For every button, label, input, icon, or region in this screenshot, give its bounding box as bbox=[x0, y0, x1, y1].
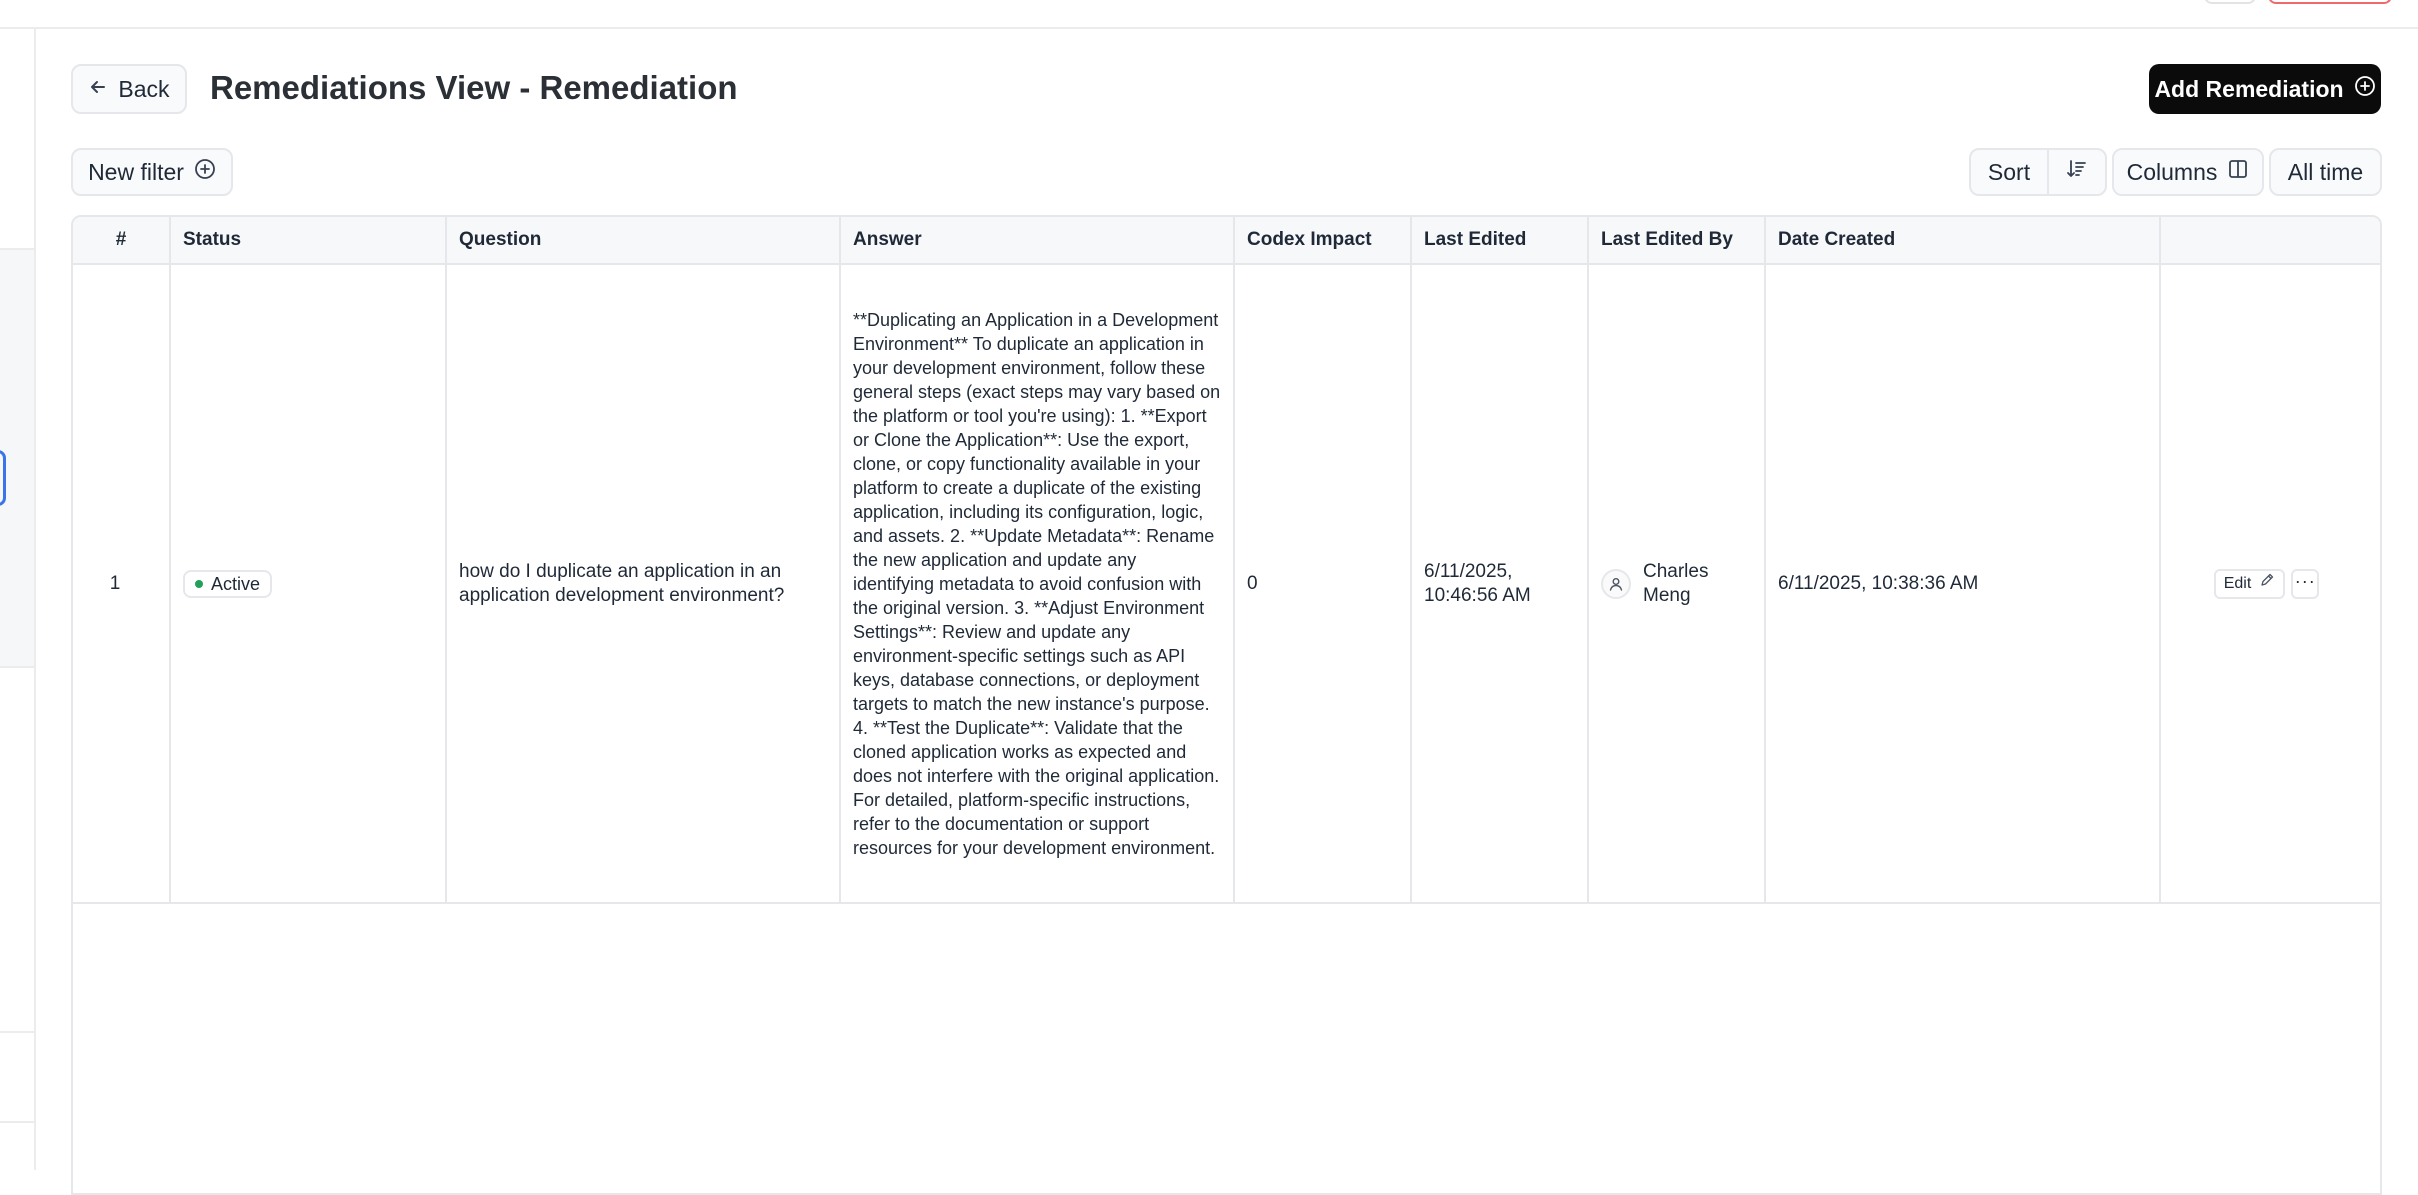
sort-button[interactable] bbox=[1971, 150, 2049, 194]
back-button[interactable] bbox=[71, 64, 187, 114]
time-range-label: All time bbox=[2287, 158, 2364, 185]
plus-circle-icon bbox=[194, 158, 216, 186]
sort-label: Sort bbox=[1987, 158, 2031, 185]
status-badge bbox=[183, 570, 272, 598]
column-header-actions bbox=[2161, 217, 2382, 263]
left-sidebar bbox=[0, 29, 36, 1170]
column-header-question[interactable]: Question bbox=[447, 217, 841, 263]
more-actions-button[interactable]: ··· bbox=[2291, 569, 2319, 599]
new-filter-button[interactable] bbox=[71, 148, 233, 196]
top-bar bbox=[0, 0, 2418, 29]
sort-control bbox=[1969, 148, 2107, 196]
answer-cell bbox=[841, 265, 1235, 902]
time-range-button[interactable] bbox=[2269, 148, 2382, 196]
user-name: Charles Meng bbox=[1643, 560, 1709, 606]
back-button-label: Back bbox=[118, 75, 170, 102]
table-header bbox=[73, 217, 2380, 265]
sidebar-divider bbox=[0, 1031, 34, 1033]
sidebar-divider bbox=[0, 1121, 34, 1123]
status-cell bbox=[171, 265, 447, 902]
arrow-left-icon bbox=[88, 76, 108, 103]
actions-cell bbox=[2161, 265, 2382, 902]
new-filter-label: New filter bbox=[88, 158, 184, 185]
status-dot-icon bbox=[195, 580, 203, 588]
edit-button[interactable] bbox=[2214, 569, 2286, 599]
question-cell: how do I duplicate an application in an application development environment? bbox=[447, 265, 841, 902]
add-remediation-label: Add Remediation bbox=[2154, 75, 2344, 102]
column-header-codex-impact[interactable]: Codex Impact bbox=[1235, 217, 1412, 263]
top-bar-danger-button[interactable] bbox=[2268, 0, 2392, 4]
answer-text: **Duplicating an Application in a Development Environment** To duplicate an application in your development environment, follow these general steps (exact steps may vary based on the platform or tool you're using): 1. **Export or Clone the Application**: Use the export, clone, or copy functionality available in your platform to create a duplicate of the existing application, including its configuration, logic, and assets. 2. **Update Metadata**: Rename the new application and update any identifying metadata to avoid confusion with the original version. 3. **Adjust Environment Settings**: Review and update any environment-specific settings such as API keys, database connections, or deployment targets to match the new instance's purpose. 4. **Test the Duplicate**: Validate that the cloned application works as expected and does not interfere with the original application. For detailed, platform-specific instructions, refer to the documentation or support resources for your development environment. bbox=[853, 309, 1221, 858]
status-label: Active bbox=[211, 573, 261, 594]
pencil-icon bbox=[2259, 572, 2275, 596]
plus-circle-icon bbox=[2354, 75, 2376, 103]
column-header-last-edited[interactable]: Last Edited bbox=[1412, 217, 1589, 263]
sort-icon bbox=[2066, 158, 2088, 186]
last-edited-by-cell bbox=[1589, 265, 1766, 902]
page-title: Remediations View - Remediation bbox=[210, 69, 738, 106]
date-created-cell: 6/11/2025, 10:38:36 AM bbox=[1766, 265, 2161, 902]
avatar bbox=[1601, 569, 1631, 599]
top-bar-button[interactable] bbox=[2204, 0, 2256, 4]
last-edited-cell: 6/11/2025, 10:46:56 AM bbox=[1412, 265, 1589, 902]
column-header-date-created[interactable]: Date Created bbox=[1766, 217, 2161, 263]
columns-button[interactable] bbox=[2112, 148, 2264, 196]
remediations-table bbox=[71, 215, 2382, 1195]
user-chip bbox=[1601, 560, 1723, 608]
column-header-index[interactable]: # bbox=[73, 217, 171, 263]
add-remediation-button[interactable] bbox=[2149, 64, 2381, 114]
column-header-status[interactable]: Status bbox=[171, 217, 447, 263]
column-header-answer[interactable]: Answer bbox=[841, 217, 1235, 263]
edit-label: Edit bbox=[2223, 574, 2252, 592]
column-header-last-edited-by[interactable]: Last Edited By bbox=[1589, 217, 1766, 263]
columns-icon bbox=[2227, 158, 2249, 186]
sort-direction-button[interactable] bbox=[2049, 150, 2105, 194]
user-icon bbox=[1608, 576, 1624, 592]
row-index: 1 bbox=[73, 265, 171, 902]
columns-label: Columns bbox=[2126, 158, 2218, 185]
table-row[interactable] bbox=[73, 265, 2380, 904]
sidebar-focused-item[interactable] bbox=[0, 450, 6, 506]
codex-impact-cell: 0 bbox=[1235, 265, 1412, 902]
